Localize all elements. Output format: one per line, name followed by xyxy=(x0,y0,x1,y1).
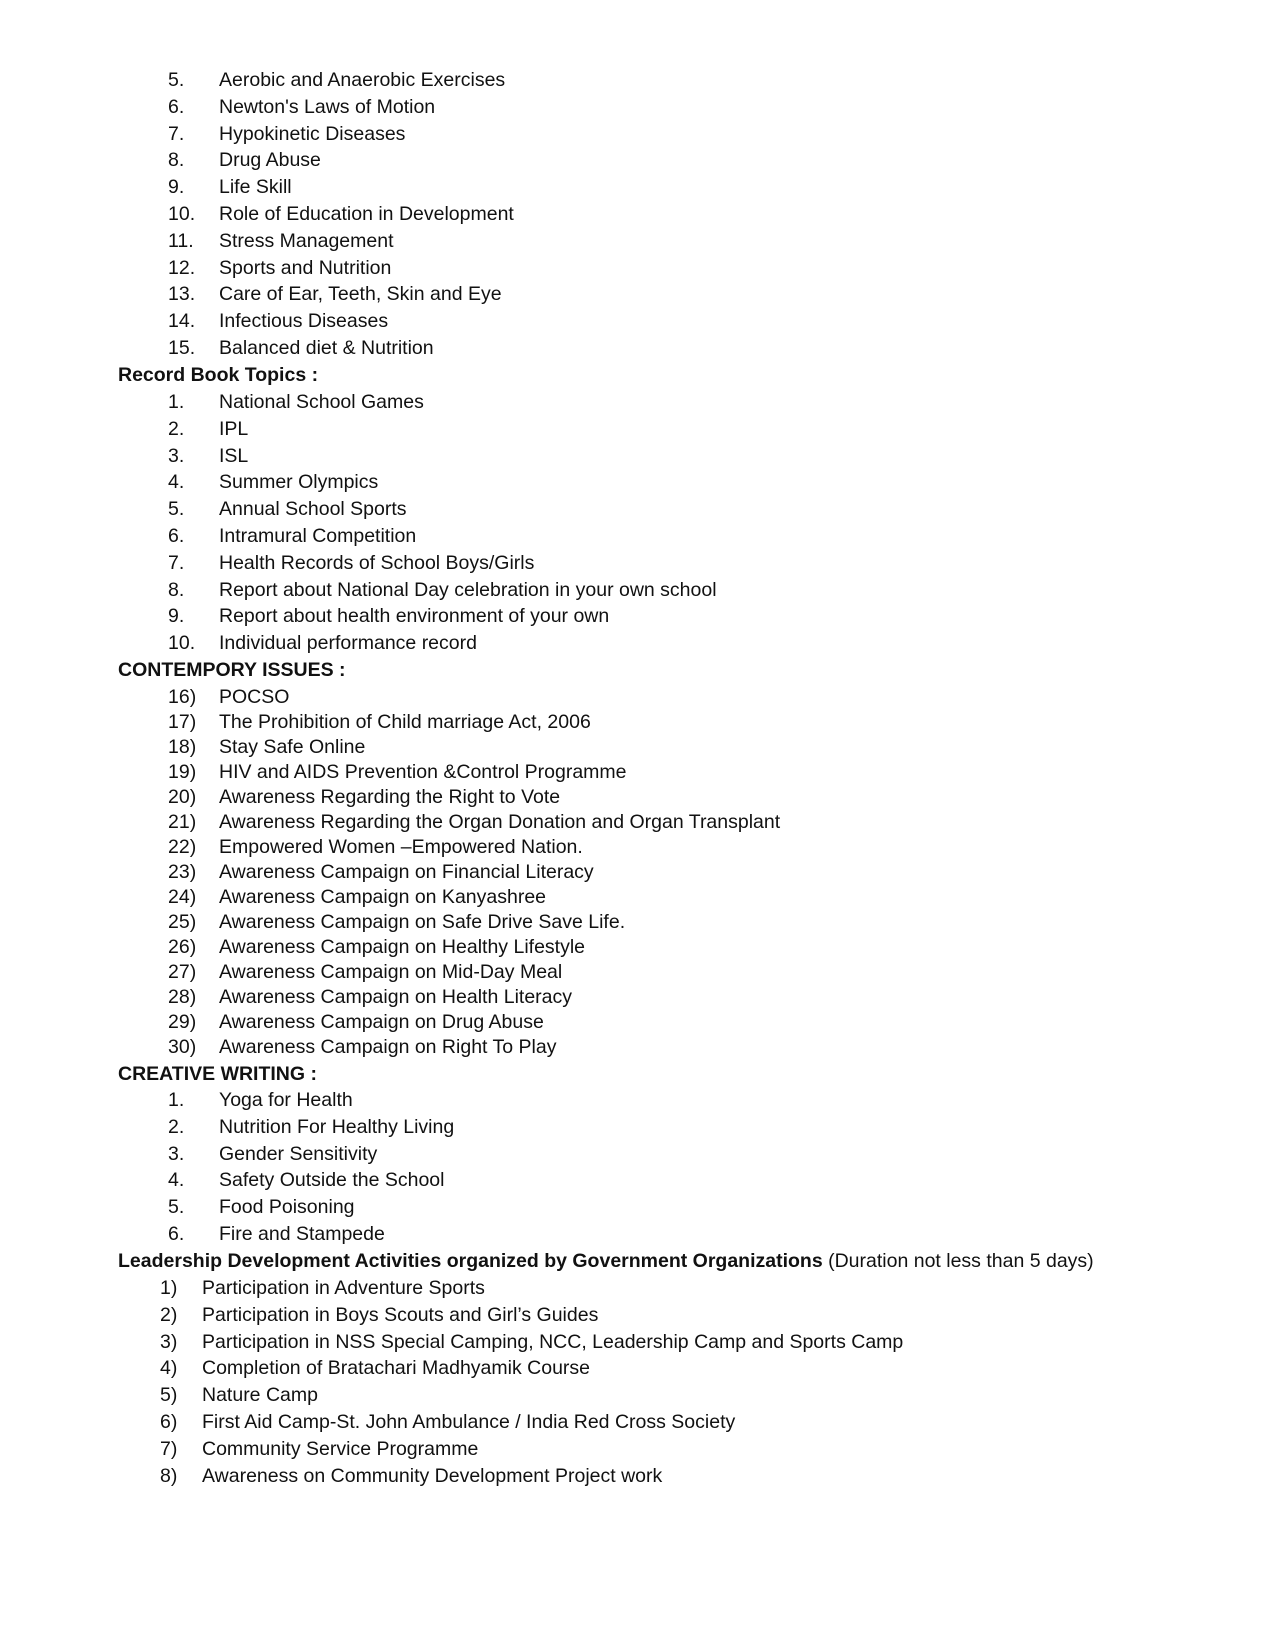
section-heading-text: CONTEMPORY ISSUES : xyxy=(118,659,346,681)
list-item-number: 8. xyxy=(168,578,185,601)
list-item-text: Nutrition For Healthy Living xyxy=(219,1115,455,1138)
list-item-text: Stay Safe Online xyxy=(219,736,366,758)
section-heading-text: Record Book Topics : xyxy=(118,364,319,386)
list-item-number: 9. xyxy=(168,176,185,199)
list-item-text: Fire and Stampede xyxy=(219,1223,385,1245)
list-item-text: Report about National Day celebration in your own school xyxy=(219,578,717,601)
list-item-text: Annual School Sports xyxy=(219,498,407,521)
list-item-number: 2. xyxy=(168,417,185,440)
list-item-number: 8. xyxy=(168,149,185,172)
list-item-text: Aerobic and Anaerobic Exercises xyxy=(219,69,506,91)
list-item-text: National School Games xyxy=(219,391,424,413)
list-item-number: 7. xyxy=(168,122,185,145)
list-item-text: Participation in Boys Scouts and Girl’s Guides xyxy=(202,1303,599,1326)
list-item-number: 22) xyxy=(168,836,197,858)
list-item-number: 30) xyxy=(168,1036,197,1058)
list-item-text: Participation in Adventure Sports xyxy=(202,1277,485,1299)
list-item-number: 18) xyxy=(168,736,197,758)
list-item-number: 1. xyxy=(168,391,185,413)
list-item-number: 1) xyxy=(160,1277,178,1299)
list-item-number: 17) xyxy=(168,711,197,733)
list-item-number: 5. xyxy=(168,1196,185,1219)
list-item-number: 24) xyxy=(168,886,197,908)
list-item-text: Report about health environment of your own xyxy=(219,605,610,628)
list-item-text: Awareness Campaign on Health Literacy xyxy=(219,986,572,1008)
list-item-number: 11. xyxy=(168,229,194,252)
list-item-number: 5. xyxy=(168,498,185,521)
list-item-text: Infectious Diseases xyxy=(219,310,389,333)
list-item-number: 6) xyxy=(160,1411,178,1433)
list-item-text: Stress Management xyxy=(219,229,394,252)
list-item-text: Awareness Campaign on Mid-Day Meal xyxy=(219,961,563,983)
list-item-number: 1. xyxy=(168,1089,185,1111)
list-item-number: 16) xyxy=(168,686,197,708)
list-item-text: Hypokinetic Diseases xyxy=(219,122,406,145)
list-item-number: 7) xyxy=(160,1437,178,1460)
list-item-number: 15. xyxy=(168,337,196,359)
list-item-number: 3. xyxy=(168,1142,185,1165)
list-item-text: Summer Olympics xyxy=(219,471,379,494)
list-item-number: 23) xyxy=(168,861,197,883)
list-item-text: Food Poisoning xyxy=(219,1196,355,1219)
list-item-text: Newton's Laws of Motion xyxy=(219,95,436,118)
list-item-text: Safety Outside the School xyxy=(219,1169,445,1192)
list-item-text: Sports and Nutrition xyxy=(219,256,392,279)
list-item-number: 10. xyxy=(168,203,196,225)
list-item-text: Nature Camp xyxy=(202,1384,318,1407)
list-item-text: Health Records of School Boys/Girls xyxy=(219,551,535,574)
list-item-text: Awareness Regarding the Right to Vote xyxy=(219,786,561,808)
list-item-text: Care of Ear, Teeth, Skin and Eye xyxy=(219,283,502,306)
list-item-number: 4) xyxy=(160,1357,178,1380)
section-heading-note: (Duration not less than 5 days) xyxy=(828,1250,1094,1272)
record-book-heading xyxy=(118,363,318,387)
list-item-number: 5) xyxy=(160,1384,178,1407)
leadership-heading xyxy=(118,1249,1094,1273)
list-item-number: 27) xyxy=(168,961,197,983)
list-item-number: 10. xyxy=(168,632,196,655)
list-item-text: Individual performance record xyxy=(219,632,477,655)
list-item-text: ISL xyxy=(219,444,249,467)
list-item-number: 6. xyxy=(168,95,185,118)
list-item-number: 9. xyxy=(168,605,185,628)
section-heading-text: CREATIVE WRITING : xyxy=(118,1063,317,1085)
creative-writing-heading xyxy=(118,1062,317,1086)
list-item-text: Awareness Regarding the Organ Donation and Organ Transplant xyxy=(219,811,781,833)
list-item-text: Intramural Competition xyxy=(219,525,417,547)
list-item-number: 20) xyxy=(168,786,197,808)
list-item-number: 12. xyxy=(168,256,196,279)
list-item-text: Participation in NSS Special Camping, NCC, Leadership Camp and Sports Camp xyxy=(202,1330,904,1353)
list-item-number: 2) xyxy=(160,1303,178,1326)
list-item-text: Life Skill xyxy=(219,176,292,199)
list-item-number: 8) xyxy=(160,1464,178,1487)
list-item-number: 7. xyxy=(168,551,185,574)
list-item-number: 28) xyxy=(168,986,197,1008)
list-item-text: Awareness Campaign on Safe Drive Save Life. xyxy=(219,911,626,933)
list-item-text: Empowered Women –Empowered Nation. xyxy=(219,836,583,858)
contemporary-issues-heading xyxy=(118,658,346,682)
list-item-number: 2. xyxy=(168,1115,185,1138)
list-item-text: Drug Abuse xyxy=(219,149,321,172)
list-item-text: Yoga for Health xyxy=(219,1089,353,1111)
list-item-number: 4. xyxy=(168,471,185,494)
list-item-number: 6. xyxy=(168,525,185,547)
list-item-number: 3) xyxy=(160,1330,178,1353)
list-item-number: 4. xyxy=(168,1169,185,1192)
list-item-text: IPL xyxy=(219,417,249,440)
list-item-number: 13. xyxy=(168,283,196,306)
list-item-number: 29) xyxy=(168,1011,197,1033)
list-item-text: First Aid Camp-St. John Ambulance / India Red Cross Society xyxy=(202,1411,736,1433)
list-item-text: HIV and AIDS Prevention &Control Programme xyxy=(219,761,627,783)
list-item-number: 19) xyxy=(168,761,197,783)
list-item-number: 6. xyxy=(168,1223,185,1245)
list-item-text: POCSO xyxy=(219,686,290,708)
list-item-number: 3. xyxy=(168,444,185,467)
list-item-number: 5. xyxy=(168,69,185,91)
list-item-text: Awareness Campaign on Financial Literacy xyxy=(219,861,594,883)
list-item-text: Community Service Programme xyxy=(202,1437,479,1460)
list-item-text: Awareness Campaign on Right To Play xyxy=(219,1036,557,1058)
list-item-text: Gender Sensitivity xyxy=(219,1142,378,1165)
list-item-text: Balanced diet & Nutrition xyxy=(219,337,434,359)
list-item-text: Awareness Campaign on Healthy Lifestyle xyxy=(219,936,586,958)
list-item-number: 14. xyxy=(168,310,196,333)
section-heading-text: Leadership Development Activities organized by Government Organizations xyxy=(118,1250,823,1272)
list-item-text: Completion of Bratachari Madhyamik Course xyxy=(202,1357,591,1380)
list-item-text: Awareness Campaign on Drug Abuse xyxy=(219,1011,544,1033)
list-item-text: Awareness on Community Development Project work xyxy=(202,1464,663,1487)
list-item-number: 25) xyxy=(168,911,197,933)
list-item-text: Role of Education in Development xyxy=(219,203,514,225)
list-item-text: The Prohibition of Child marriage Act, 2006 xyxy=(219,711,591,733)
list-item-number: 21) xyxy=(168,811,197,833)
list-item-number: 26) xyxy=(168,936,197,958)
list-item-text: Awareness Campaign on Kanyashree xyxy=(219,886,547,908)
